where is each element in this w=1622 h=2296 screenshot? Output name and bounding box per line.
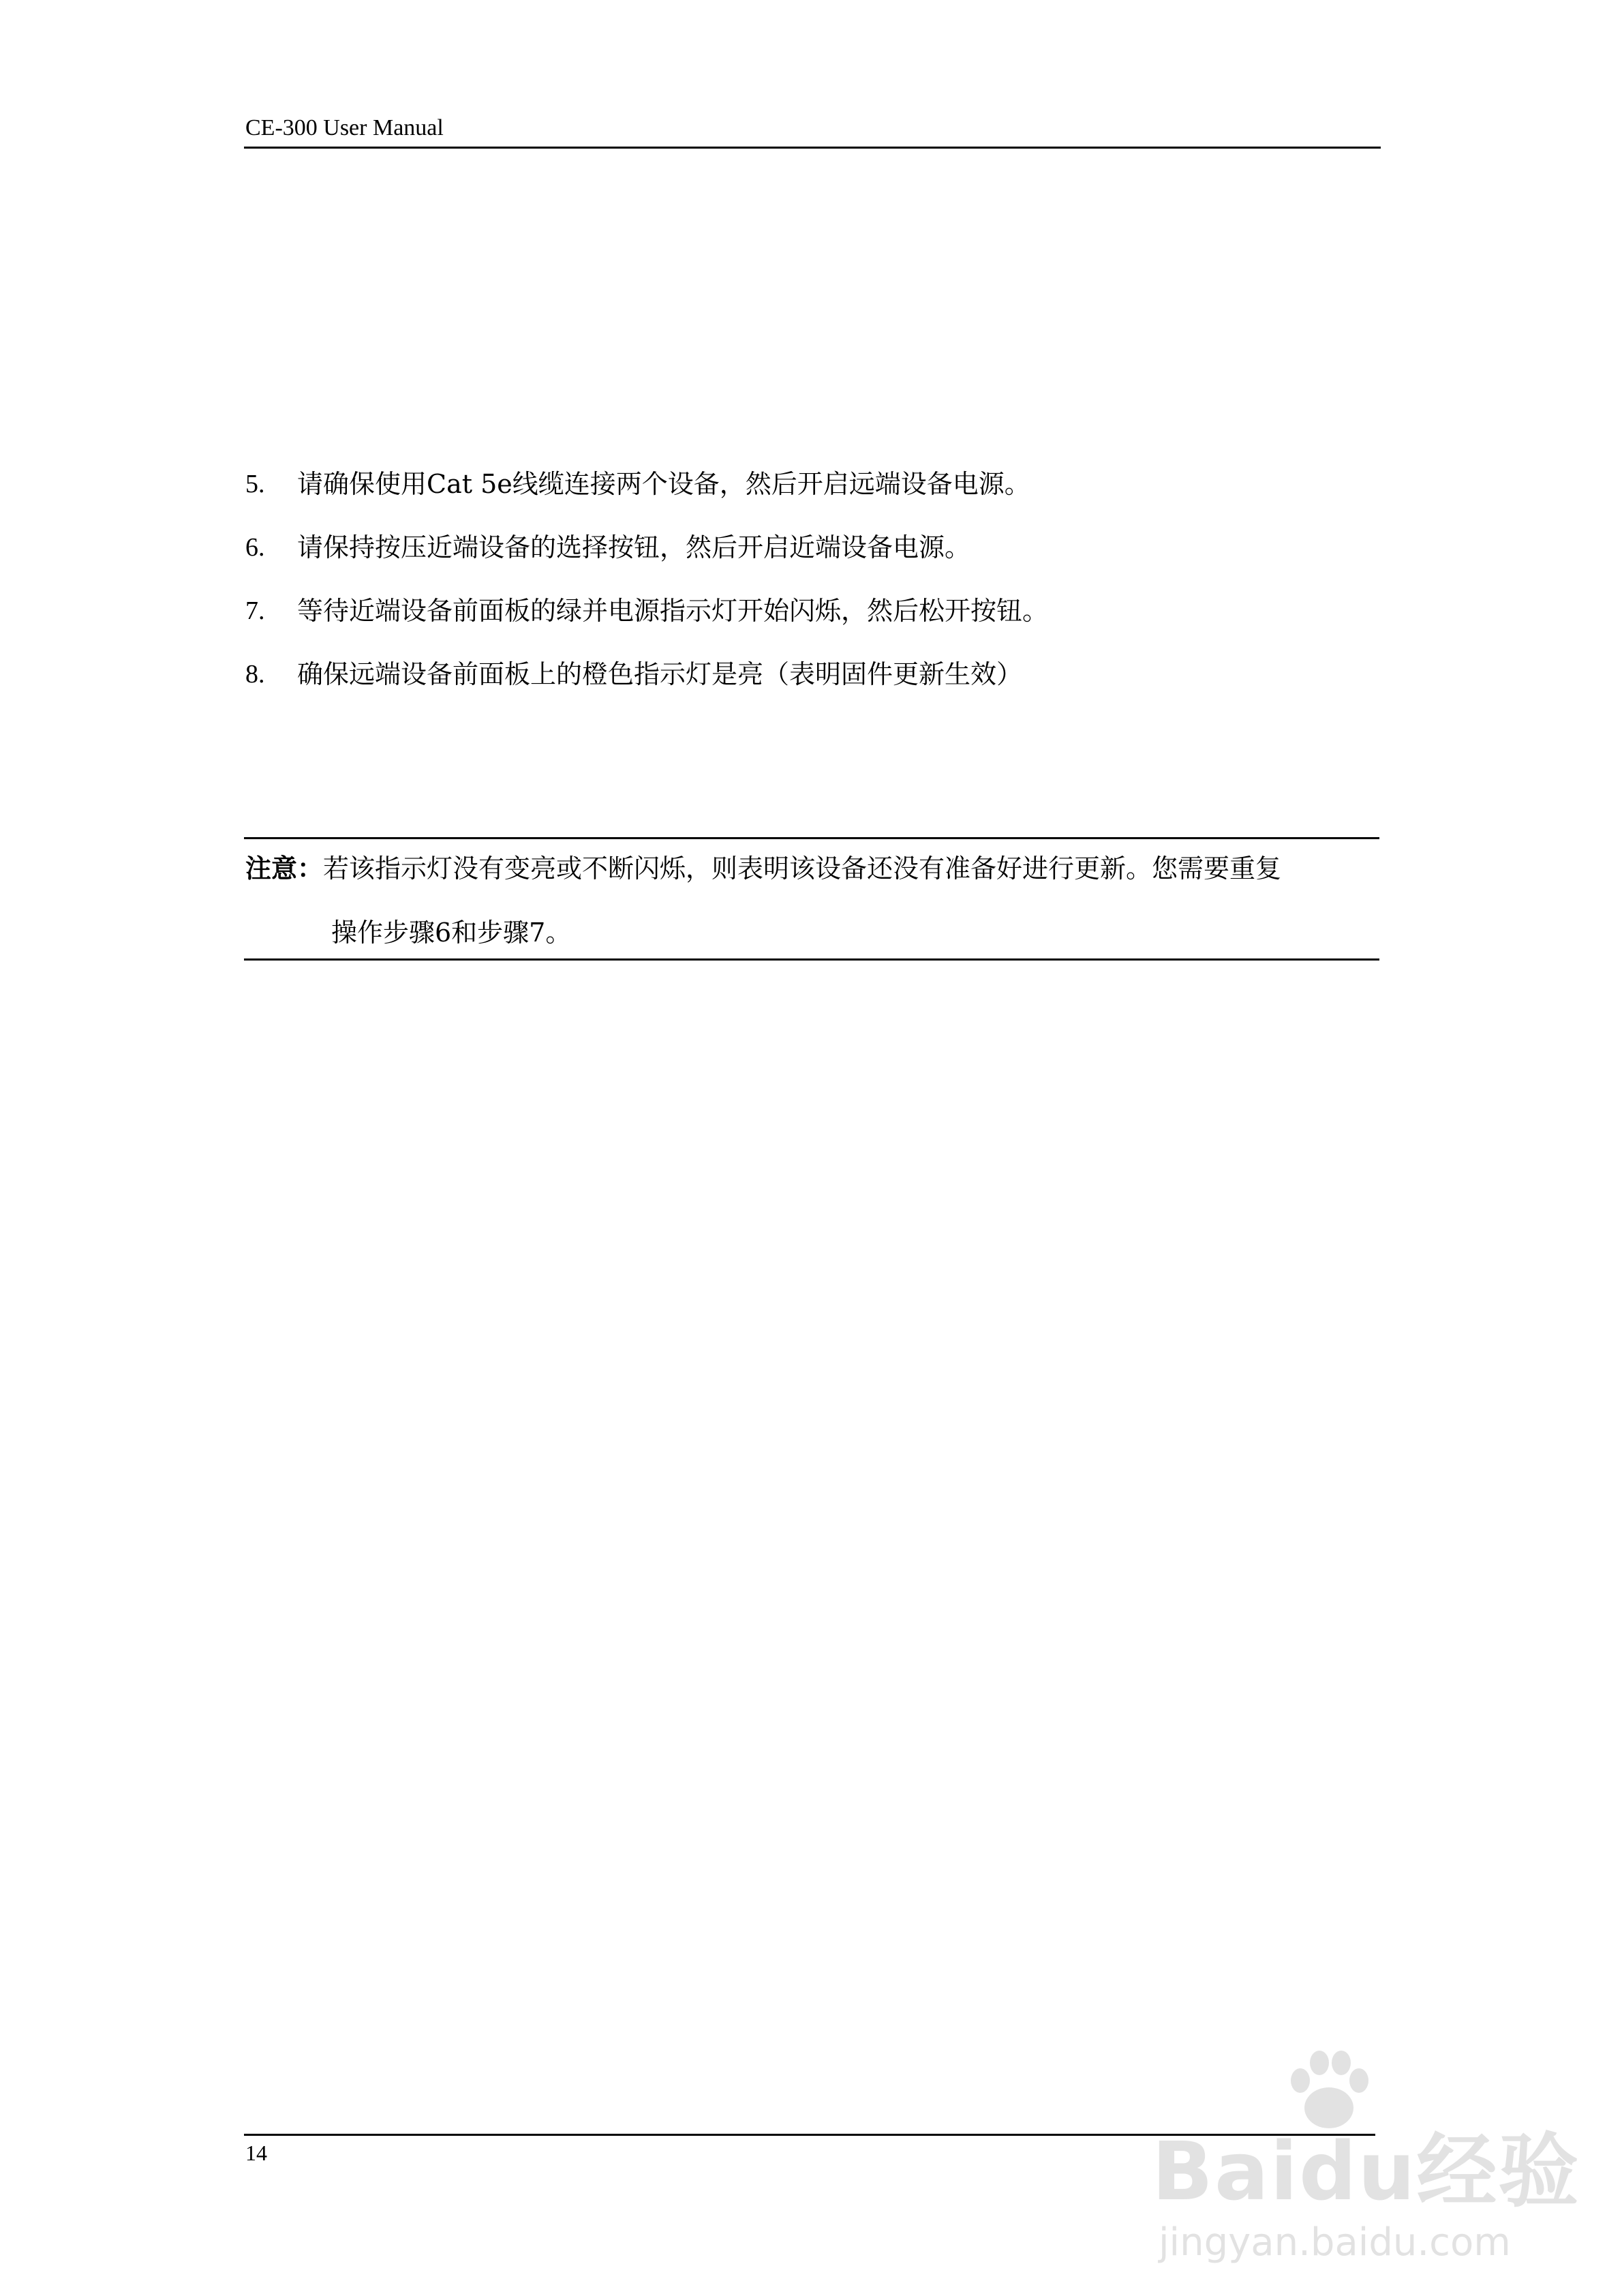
step-number: 5. [245,470,265,498]
header-divider [244,147,1381,149]
step-number: 7. [245,596,265,625]
note-text-2: 操作步骤6和步骤7。 [331,918,572,948]
page-number: 14 [245,2141,267,2165]
watermark-url: jingyan.baidu.com [1159,2220,1511,2265]
step-text: 请确保使用Cat 5e线缆连接两个设备，然后开启远端设备电源。 [297,469,1030,499]
watermark-brand: Baidu经验 [1152,2124,1580,2218]
note-label: 注意： [245,854,324,883]
note-line-1 [245,848,1281,889]
baidu-watermark [1145,2045,1580,2270]
step-text: 请保持按压近端设备的选择按钮，然后开启近端设备电源。 [297,532,971,562]
step-number: 8. [245,660,265,689]
note-bottom-divider [244,958,1379,961]
header-title: CE-300 User Manual [245,115,444,140]
step-text: 确保远端设备前面板上的橙色指示灯是亮（表明固件更新生效） [297,659,1023,689]
note-text-1: 若该指示灯没有变亮或不断闪烁，则表明该设备还没有准备好进行更新。您需要重复 [323,854,1282,883]
step-text: 等待近端设备前面板的绿并电源指示灯开始闪烁，然后松开按钮。 [297,596,1049,626]
step-number: 6. [245,533,265,562]
note-top-divider [244,837,1379,839]
